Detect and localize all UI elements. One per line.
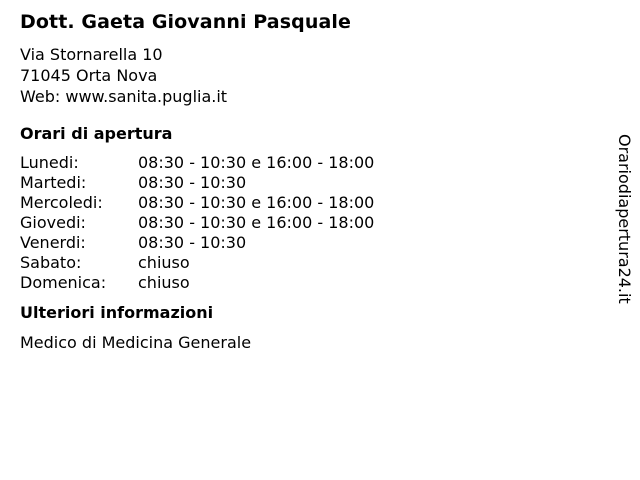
time-value: chiuso xyxy=(138,253,190,272)
hours-row-sunday xyxy=(20,273,600,293)
hours-row-friday xyxy=(20,233,600,253)
time-value: chiuso xyxy=(138,273,190,292)
doctor-name: Dott. Gaeta Giovanni Pasquale xyxy=(20,11,351,33)
street-address: Via Stornarella 10 xyxy=(20,45,163,64)
more-info-text: Medico di Medicina Generale xyxy=(20,333,252,352)
hours-row-thursday xyxy=(20,213,600,233)
day-label: Domenica: xyxy=(20,273,107,292)
website: Web: www.sanita.puglia.it xyxy=(20,87,228,106)
time-value: 08:30 - 10:30 e 16:00 - 18:00 xyxy=(138,213,375,232)
site-brand-vertical: Orariodiapertura24.it xyxy=(615,134,634,304)
day-label: Martedi: xyxy=(20,173,87,192)
city-address: 71045 Orta Nova xyxy=(20,66,158,85)
day-label: Venerdi: xyxy=(20,233,86,252)
doctor-card xyxy=(20,10,600,353)
address-block xyxy=(20,44,600,107)
day-label: Sabato: xyxy=(20,253,82,272)
time-value: 08:30 - 10:30 xyxy=(138,233,247,252)
hours-row-monday xyxy=(20,153,600,173)
more-info-heading: Ulteriori informazioni xyxy=(20,303,214,322)
hours-row-tuesday xyxy=(20,173,600,193)
day-label: Lunedi: xyxy=(20,153,79,172)
hours-row-wednesday xyxy=(20,193,600,213)
opening-hours-heading: Orari di apertura xyxy=(20,124,173,143)
hours-row-saturday xyxy=(20,253,600,273)
day-label: Mercoledi: xyxy=(20,193,103,212)
opening-hours-table xyxy=(20,153,600,293)
time-value: 08:30 - 10:30 xyxy=(138,173,247,192)
time-value: 08:30 - 10:30 e 16:00 - 18:00 xyxy=(138,193,375,212)
time-value: 08:30 - 10:30 e 16:00 - 18:00 xyxy=(138,153,375,172)
day-label: Giovedi: xyxy=(20,213,86,232)
